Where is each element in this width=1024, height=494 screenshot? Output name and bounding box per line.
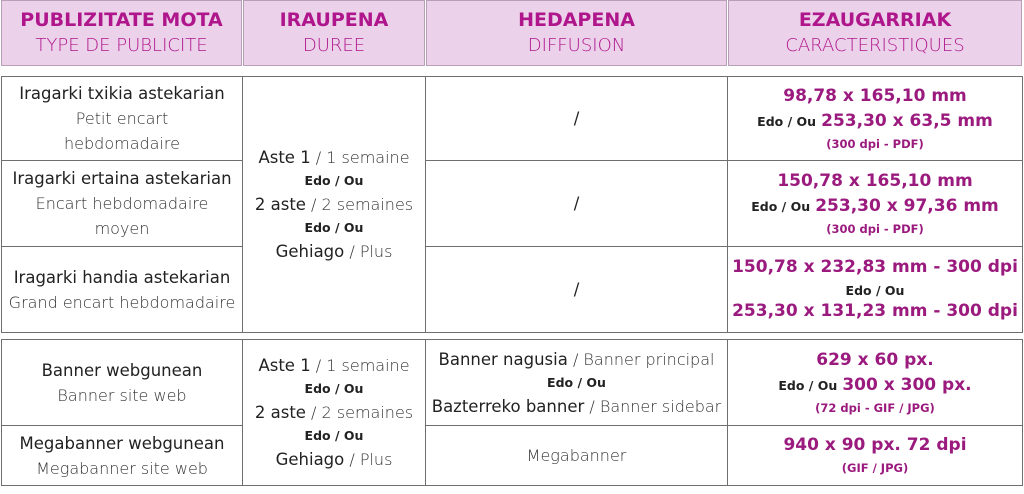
- diffusion-cell: /: [426, 161, 728, 247]
- spec-size-b: 253,30 x 97,36 mm: [815, 195, 999, 216]
- web-ads-table: [1, 339, 1023, 486]
- table-row: [2, 77, 1023, 161]
- diffusion-cell: Megabanner: [426, 426, 728, 486]
- spec-note: (300 dpi - PDF): [826, 221, 924, 236]
- table-row: [2, 340, 1023, 426]
- ad-type-cell: [2, 340, 243, 426]
- ad-type-fr: Petit encart: [75, 109, 169, 128]
- ad-type-fr: Banner site web: [57, 385, 187, 405]
- spec-cell: 150,78 x 165,10 mm Edo / Ou 253,30 x 97,36 mm (300 dpi - PDF): [728, 161, 1023, 247]
- duration-fr: 1 semaine: [326, 148, 410, 167]
- table-row: [2, 161, 1023, 247]
- ad-type-cell: [2, 426, 243, 486]
- spec-cell: 629 x 60 px. Edo / Ou 300 x 300 px. (72 dpi - GIF / JPG): [728, 340, 1023, 426]
- duration-cell: Aste 1 / 1 semaine Edo / Ou 2 aste / 2 semaines Edo / Ou Gehiago / Plus: [243, 340, 426, 486]
- spec-cell: [728, 426, 1023, 486]
- header-duration: [243, 0, 425, 66]
- duration-fr: 2 semaines: [321, 195, 414, 214]
- ad-type-fr: Grand encart hebdomadaire: [8, 292, 236, 312]
- header-type: [1, 0, 242, 66]
- spec-note: (72 dpi - GIF / JPG): [815, 400, 935, 415]
- ad-type-eu: Iragarki ertaina astekarian: [12, 169, 232, 188]
- diffusion-cell: Banner nagusia / Banner principal Edo / Ou Bazterreko banner / Banner sidebar: [426, 340, 728, 426]
- spec-note: (300 dpi - PDF): [826, 136, 924, 151]
- ad-type-fr-cont: moyen: [94, 219, 150, 238]
- diffusion-cell: /: [426, 247, 728, 333]
- table-header: [0, 0, 1024, 68]
- duration-eu: 2 aste: [254, 403, 306, 422]
- ad-type-eu: Megabanner webgunean: [19, 433, 225, 453]
- duration-fr: Plus: [359, 450, 393, 469]
- or-eu: Edo: [304, 220, 331, 235]
- ad-type-eu: Banner webgunean: [41, 360, 203, 380]
- ad-type-eu: Iragarki txikia astekarian: [19, 84, 225, 103]
- spec-size-b: 253,30 x 63,5 mm: [821, 110, 993, 131]
- or-eu: Edo: [304, 173, 331, 188]
- header-duration-fr: DUREE: [302, 35, 366, 56]
- header-diffusion-eu: HEDAPENA: [518, 9, 635, 31]
- diffusion-cell: /: [426, 77, 728, 161]
- header-characteristics-eu: EZAUGARRIAK: [798, 9, 952, 31]
- header-diffusion: [426, 0, 727, 66]
- header-diffusion-fr: DIFFUSION: [527, 35, 626, 56]
- spec-size-a: 150,78 x 165,10 mm: [777, 170, 973, 191]
- duration-eu: 2 aste: [254, 195, 306, 214]
- duration-fr: 2 semaines: [321, 403, 414, 422]
- spec-cell: 150,78 x 232,83 mm - 300 dpi Edo / Ou 253,30 x 131,23 mm - 300 dpi: [728, 247, 1023, 333]
- ad-type-eu: Iragarki handia astekarian: [13, 267, 231, 287]
- duration-eu: Aste 1: [258, 356, 311, 375]
- duration-eu: Aste 1: [258, 148, 311, 167]
- duration-eu: Gehiago: [275, 242, 345, 261]
- spec-size-b: 300 x 300 px.: [842, 374, 972, 395]
- ad-type-cell: [2, 77, 243, 161]
- duration-cell: Aste 1 / 1 semaine Edo / Ou 2 aste / 2 semaines Edo / Ou Gehiago / Plus: [243, 77, 426, 333]
- duration-eu: Gehiago: [275, 450, 345, 469]
- spec-cell: 98,78 x 165,10 mm Edo / Ou 253,30 x 63,5 mm (300 dpi - PDF): [728, 77, 1023, 161]
- header-type-fr: TYPE DE PUBLICITE: [35, 35, 208, 56]
- header-duration-eu: IRAUPENA: [279, 9, 389, 31]
- spec-size-a: 940 x 90 px. 72 dpi: [783, 435, 967, 455]
- header-characteristics: [728, 0, 1022, 66]
- ad-type-fr: Megabanner site web: [36, 458, 208, 478]
- table-row: [2, 247, 1023, 333]
- ad-type-fr: Encart hebdomadaire: [35, 194, 209, 213]
- or-fr: Ou: [343, 173, 364, 188]
- ad-type-cell: [2, 247, 243, 333]
- table-row: [2, 426, 1023, 486]
- header-type-eu: PUBLIZITATE MOTA: [20, 9, 223, 31]
- or-fr: Ou: [343, 220, 364, 235]
- header-characteristics-fr: CARACTERISTIQUES: [785, 35, 965, 56]
- duration-fr: 1 semaine: [326, 356, 410, 375]
- print-ads-table: [1, 76, 1023, 333]
- duration-fr: Plus: [359, 242, 393, 261]
- ad-type-fr-cont: hebdomadaire: [64, 134, 180, 153]
- ad-type-cell: [2, 161, 243, 247]
- spec-size-a: 150,78 x 232,83 mm - 300 dpi: [732, 257, 1018, 277]
- spec-note: (GIF / JPG): [841, 461, 909, 475]
- spec-size-a: 98,78 x 165,10 mm: [783, 85, 967, 106]
- spec-size-a: 629 x 60 px.: [816, 349, 934, 370]
- spec-size-b: 253,30 x 131,23 mm - 300 dpi: [732, 301, 1018, 321]
